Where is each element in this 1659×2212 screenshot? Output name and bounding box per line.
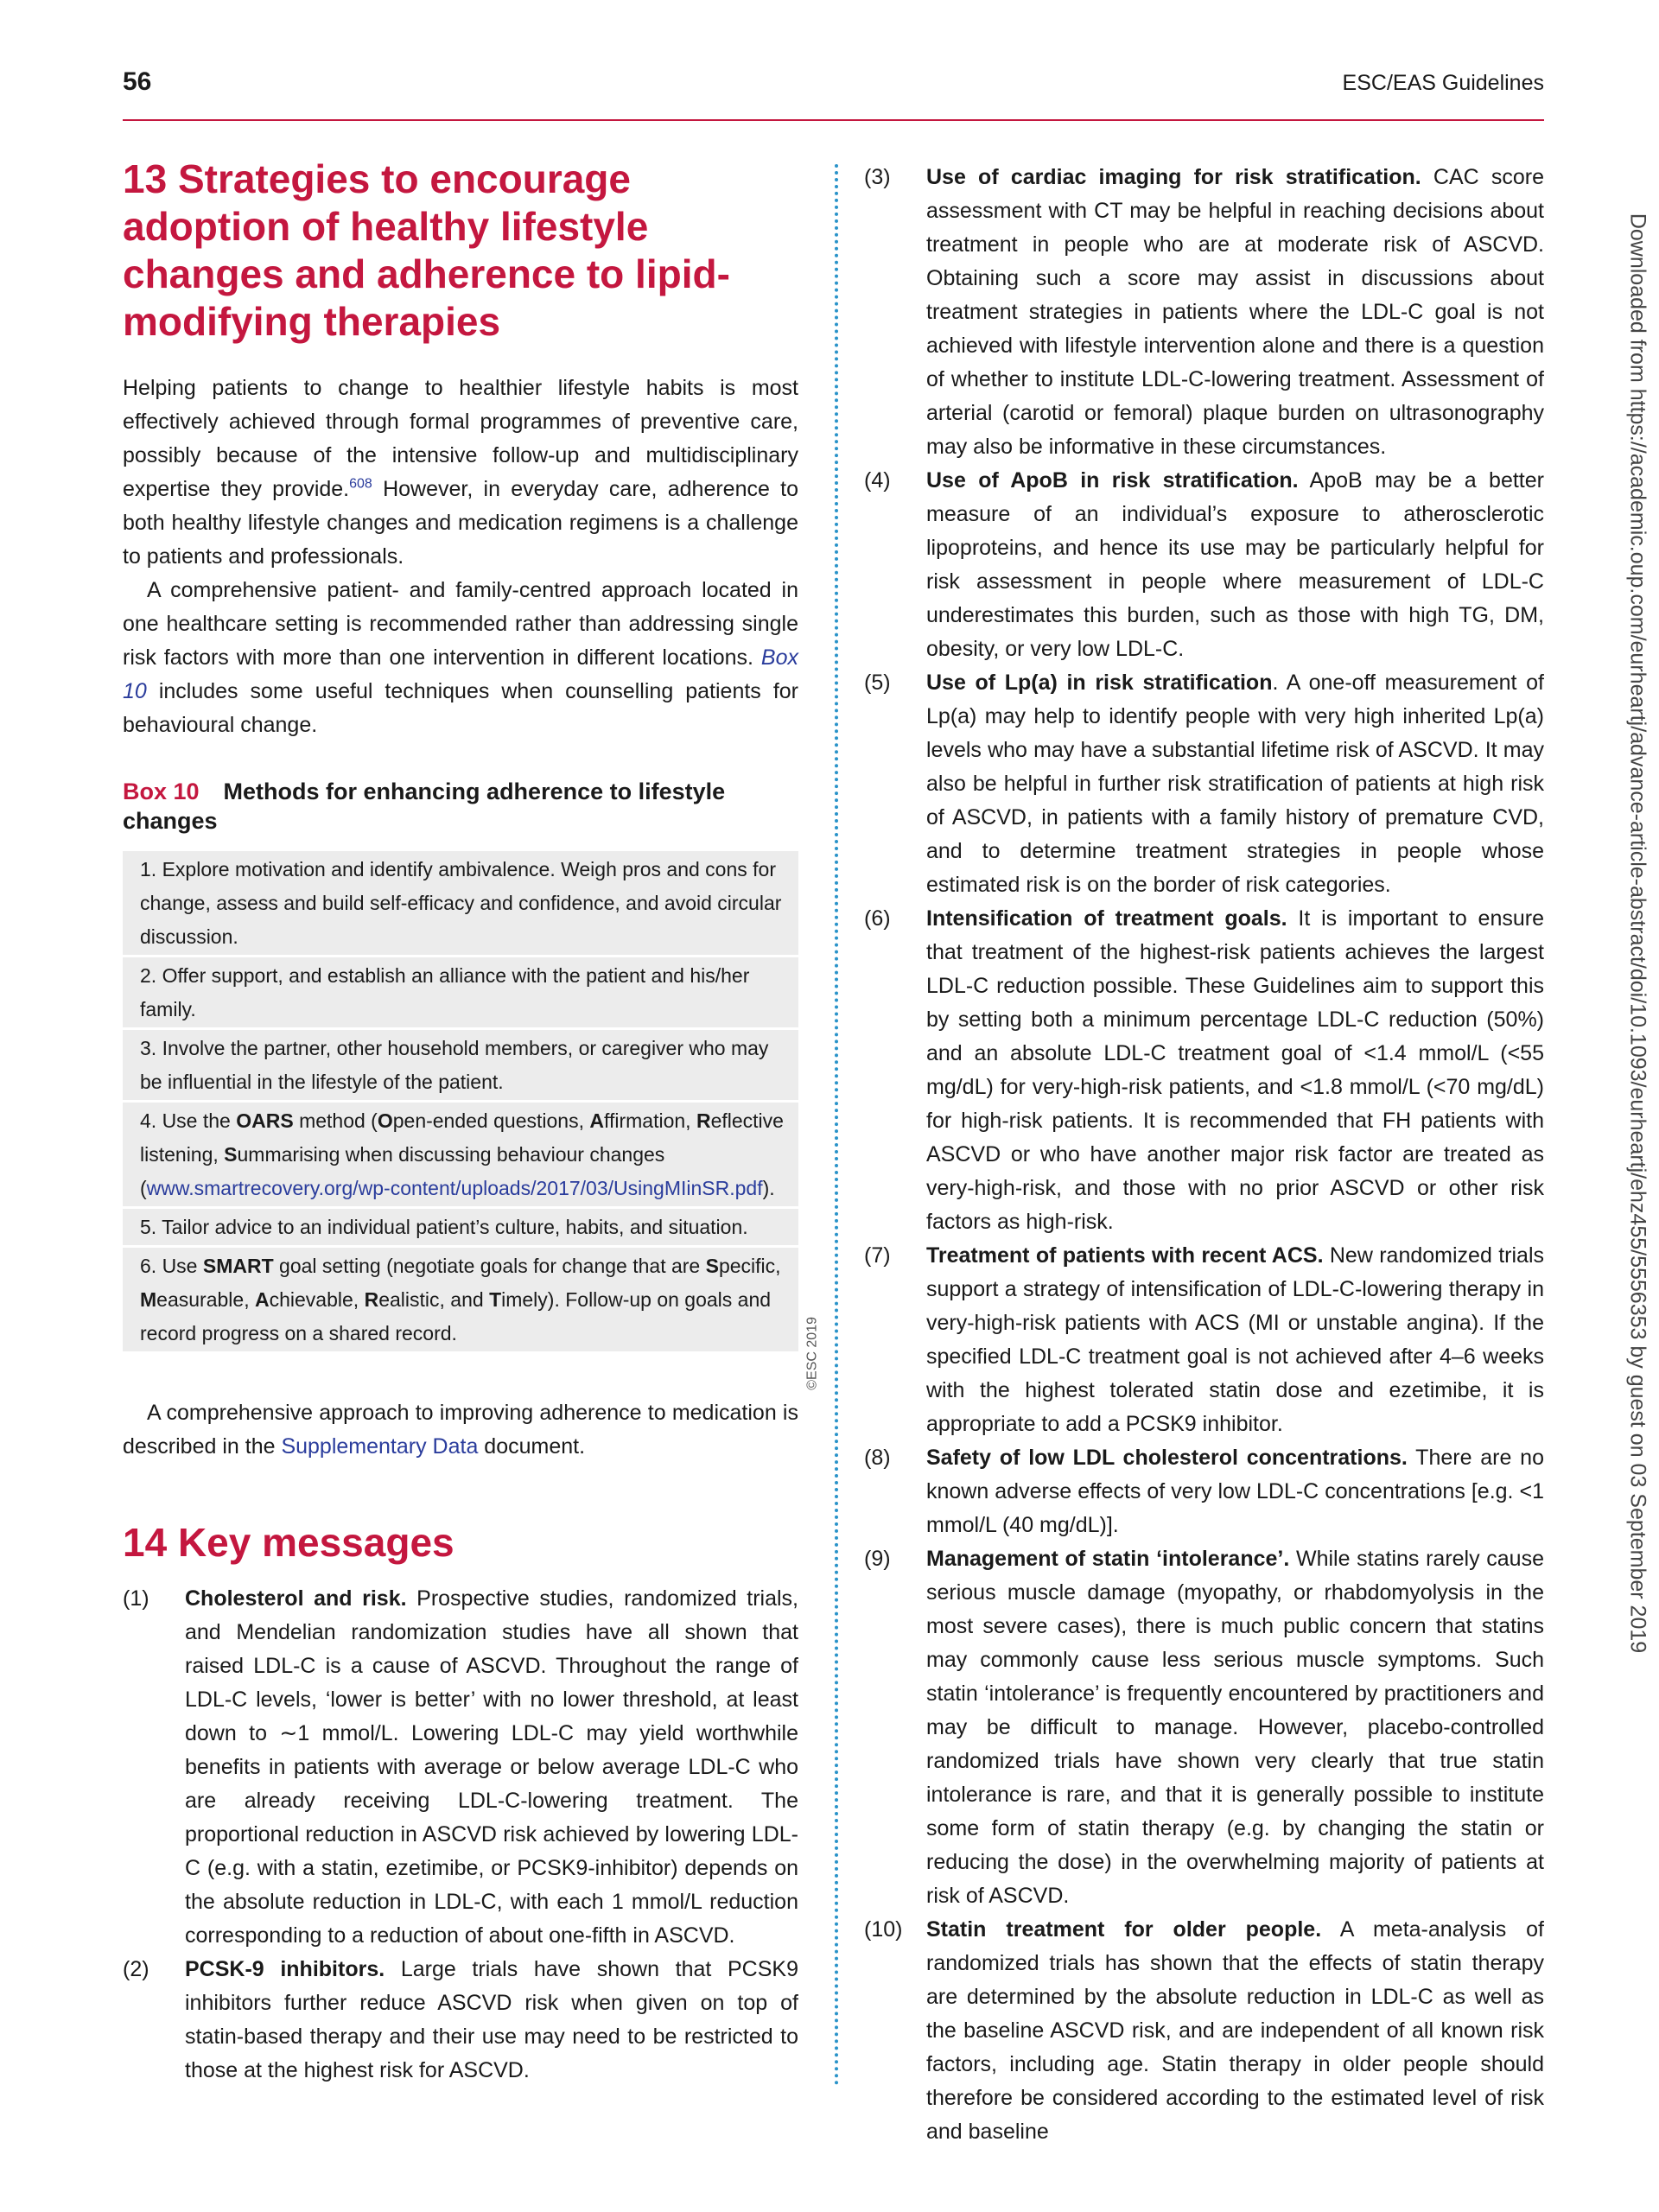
item-text <box>926 1913 1544 2149</box>
row-text: 4. Use the <box>140 1109 237 1132</box>
row-text: ealistic, and <box>378 1288 490 1311</box>
row-text: chievable, <box>269 1288 365 1311</box>
paragraph-text: A comprehensive patient- and family-centred approach located in one healthcare setting is recommended rather than addressing single risk factors with more than one intervention in different locations. <box>123 578 798 670</box>
header-rule <box>123 119 1544 121</box>
key-messages-list-right <box>864 161 1544 2149</box>
download-watermark: Downloaded from https://academic.oup.com/eurheartj/advance-article-abstract/doi/10.1093/eurheartj/ehz455/5556353 by guest on 03 September 2019 <box>1625 213 1650 1654</box>
item-body: There are no known adverse effects of very low LDL-C concentrations [e.g. <1 mmol/L (40 mg/dL)]. <box>926 1446 1544 1537</box>
box-10-table <box>123 851 820 1390</box>
row-text: method ( <box>293 1109 378 1132</box>
column-divider <box>835 164 838 2087</box>
page-number: 56 <box>123 67 152 96</box>
row-text: pecific, <box>718 1255 781 1277</box>
item-text <box>926 902 1544 1239</box>
row-text: goal setting (negotiate goals for change that are <box>273 1255 706 1277</box>
row-bold: R <box>364 1288 379 1311</box>
box-10-title <box>123 777 798 836</box>
item-body: Prospective studies, randomized trials, and Mendelian randomization studies have all shown that raised LDL-C is a cause of ASCVD. Throughout the range of LDL-C levels, ‘lower is better’ with no lower threshold, at least down to ∼1 mmol/L. Lowering LDL-C may yield worthwhile benefits in patients with average or below average LDL-C who are already receiving LDL-C-lowering treatment. The proportional reduction in ASCVD risk achieved by lowering LDL-C (e.g. with a statin, ezetimibe, or PCSK9-inhibitor) depends on the absolute reduction in LDL-C, with each 1 mmol/L reduction corresponding to a reduction of about one-fifth in ASCVD. <box>185 1586 798 1948</box>
paragraph-text: document. <box>478 1434 586 1459</box>
item-text <box>185 1582 798 1953</box>
paragraph-text: includes some useful techniques when counselling patients for behavioural change. <box>123 679 798 737</box>
item-text <box>185 1953 798 2088</box>
key-message-item <box>864 902 1544 1239</box>
item-text <box>926 1441 1544 1542</box>
item-body: It is important to ensure that treatment of the highest-risk patients achieves the largest LDL-C reduction possible. These Guidelines aim to support this by setting both a minimum percentage LDL-C reduction (50%) and an absolute LDL-C treatment goal of <1.4 mmol/L (<55 mg/dL) for very-high-risk patients, and <1.8 mmol/L (<70 mg/dL) for high-risk patients. It is recommended that FH patients with ASCVD or who have another major risk factor are treated as very-high-risk, and those with no prior ASCVD or other risk factors as high-risk. <box>926 906 1544 1234</box>
running-head: ESC/EAS Guidelines <box>1342 71 1544 95</box>
row-text: pen-ended questions, <box>392 1109 590 1132</box>
row-bold: A <box>589 1109 604 1132</box>
key-message-item <box>123 1582 798 1953</box>
row-text: ffirmation, <box>603 1109 696 1132</box>
item-number: (7) <box>864 1243 891 1268</box>
key-message-item <box>123 1953 798 2088</box>
row-text: ). <box>762 1177 775 1199</box>
item-number: (2) <box>123 1957 149 1981</box>
row-bold: M <box>140 1288 157 1311</box>
row-bold: R <box>696 1109 711 1132</box>
box-10-link[interactable]: Box 10 <box>123 645 798 703</box>
item-text <box>926 464 1544 666</box>
item-heading: Intensification of treatment goals. <box>926 906 1287 931</box>
item-body: New randomized trials support a strategy of intensification of LDL-C-lowering therapy in very-high-risk patients with ACS (MI or unstable angina). If the specified LDL-C treatment goal is not achieved after 4–6 weeks with the highest tolerated statin dose and ezetimibe, it is appropriate to add a PCSK9 inhibitor. <box>926 1243 1544 1436</box>
item-heading: Statin treatment for older people. <box>926 1917 1322 1942</box>
box-heading: Methods for enhancing adherence to lifestyle changes <box>123 779 726 834</box>
item-number: (1) <box>123 1586 149 1611</box>
key-message-item <box>864 1441 1544 1542</box>
key-message-item <box>864 1913 1544 2149</box>
key-message-item <box>864 464 1544 666</box>
section-13-paragraph-3 <box>123 1396 798 1464</box>
right-column <box>864 161 1544 2149</box>
citation-608[interactable]: 608 <box>349 476 372 492</box>
item-heading: PCSK-9 inhibitors. <box>185 1957 385 1981</box>
left-column <box>123 156 820 2088</box>
paragraph-text: However, in everyday care, adherence to both healthy lifestyle changes and medication regimens is a challenge to patients and professionals. <box>123 477 798 569</box>
row-text: eflective listening, <box>140 1109 784 1166</box>
row-text: easurable, <box>156 1288 255 1311</box>
item-body: While statins rarely cause serious muscle damage (myopathy, or rhabdomyolysis in the most severe cases), there is much public concern that statins may commonly cause less serious muscle symptoms. Such statin ‘intolerance’ is frequently encountered by practitioners and may be difficult to manage. However, placebo-controlled randomized trials have shown very clearly that true statin intolerance is rare, and that it is generally possible to institute some form of statin therapy (e.g. by changing the statin or reducing the dose) in the overwhelming majority of patients at risk of ASCVD. <box>926 1547 1544 1908</box>
item-body: . A one-off measurement of Lp(a) may help to identify people with very high inherited Lp(a) levels who may have a substantial lifetime risk of ASCVD. It may also be helpful in further risk stratification of patients at high risk of ASCVD, in patients with a family history of premature CVD, and to determine treatment strategies in people whose estimated risk is on the border of risk categories. <box>926 671 1544 897</box>
item-heading: Treatment of patients with recent ACS. <box>926 1243 1324 1268</box>
row-bold: T <box>489 1288 502 1311</box>
section-14-title: 14 Key messages <box>123 1520 454 1565</box>
box-row-6 <box>123 1248 798 1351</box>
row-text: ummarising when discussing behaviour changes ( <box>140 1143 665 1199</box>
item-number: (9) <box>864 1547 891 1571</box>
smartrecovery-link[interactable]: www.smartrecovery.org/wp-content/uploads/2017/03/UsingMIinSR.pdf <box>146 1177 763 1199</box>
item-number: (6) <box>864 906 891 931</box>
item-text <box>926 1239 1544 1441</box>
box-row-3: 3. Involve the partner, other household members, or caregiver who may be influential in the lifestyle of the patient. <box>123 1030 798 1100</box>
item-body: CAC score assessment with CT may be helpful in reaching decisions about treatment in people who are at moderate risk of ASCVD. Obtaining such a score may assist in discussions about treatment strategies in patients where the LDL-C goal is not achieved with lifestyle intervention alone and there is a question of whether to institute LDL-C-lowering treatment. Assessment of arterial (carotid or femoral) plaque burden on ultrasonography may also be informative in these circumstances. <box>926 165 1544 459</box>
box-row-1: 1. Explore motivation and identify ambivalence. Weigh pros and cons for change, assess and build self-efficacy and confidence, and avoid circular discussion. <box>123 851 798 955</box>
row-bold: O <box>377 1109 393 1132</box>
item-body: A meta-analysis of randomized trials has shown that the effects of statin therapy are determined by the absolute reduction in LDL-C as well as the baseline ASCVD risk, and are independent of all known risk factors, including age. Statin therapy in older people should therefore be considered according to the estimated level of risk and baseline <box>926 1917 1544 2144</box>
item-text <box>926 161 1544 464</box>
row-bold: S <box>224 1143 238 1166</box>
item-heading: Use of cardiac imaging for risk stratification. <box>926 165 1421 189</box>
item-heading: Safety of low LDL cholesterol concentrations. <box>926 1446 1408 1470</box>
row-bold: OARS <box>236 1109 294 1132</box>
item-text <box>926 666 1544 902</box>
row-text: imely). Follow-up on goals and record progress on a shared record. <box>140 1288 772 1344</box>
supplementary-data-link[interactable]: Supplementary Data <box>281 1434 479 1459</box>
key-message-item <box>864 1239 1544 1441</box>
item-number: (3) <box>864 165 891 189</box>
item-body: Large trials have shown that PCSK9 inhibitors further reduce ASCVD risk when given on top of statin-based therapy and their use may need to be restricted to those at the highest risk for ASCVD. <box>185 1957 798 2082</box>
key-messages-list-left <box>123 1582 798 2088</box>
key-message-item <box>864 1542 1544 1913</box>
section-13-paragraph-2 <box>123 574 798 742</box>
item-heading: Use of ApoB in risk stratification. <box>926 468 1299 493</box>
row-bold: SMART <box>202 1255 274 1277</box>
item-heading: Use of Lp(a) in risk stratification <box>926 671 1273 695</box>
esc-copyright-mark: ©ESC 2019 <box>805 1317 820 1390</box>
box-row-2: 2. Offer support, and establish an alliance with the patient and his/her family. <box>123 957 798 1027</box>
item-number: (5) <box>864 671 891 695</box>
box-label: Box 10 <box>123 779 200 804</box>
box-row-4 <box>123 1103 798 1206</box>
item-heading: Cholesterol and risk. <box>185 1586 407 1611</box>
section-13-title: 13 Strategies to encourage adoption of healthy lifestyle changes and adherence to lipid-modifying therapies <box>123 156 730 344</box>
item-body: ApoB may be a better measure of an individual’s exposure to atherosclerotic lipoproteins, and hence its use may be particularly helpful for risk assessment in people where measurement of LDL-C underestimates this burden, such as those with high TG, DM, obesity, or very low LDL-C. <box>926 468 1544 661</box>
section-13-paragraph-1 <box>123 372 798 574</box>
paragraph-text: A comprehensive approach to improving adherence to medication is described in the <box>123 1401 798 1459</box>
item-number: (4) <box>864 468 891 493</box>
row-bold: S <box>705 1255 719 1277</box>
key-message-item <box>864 161 1544 464</box>
paragraph-text: Helping patients to change to healthier lifestyle habits is most effectively achieved through formal programmes of preventive care, possibly because of the intensive follow-up and multidisciplinary expertise they provide. <box>123 376 798 501</box>
item-text <box>926 1542 1544 1913</box>
box-row-5: 5. Tailor advice to an individual patient’s culture, habits, and situation. <box>123 1209 798 1245</box>
item-number: (8) <box>864 1446 891 1470</box>
row-bold: A <box>254 1288 270 1311</box>
row-text: 6. Use <box>140 1255 203 1277</box>
item-number: (10) <box>864 1917 903 1942</box>
item-heading: Management of statin ‘intolerance’. <box>926 1547 1290 1571</box>
key-message-item <box>864 666 1544 902</box>
